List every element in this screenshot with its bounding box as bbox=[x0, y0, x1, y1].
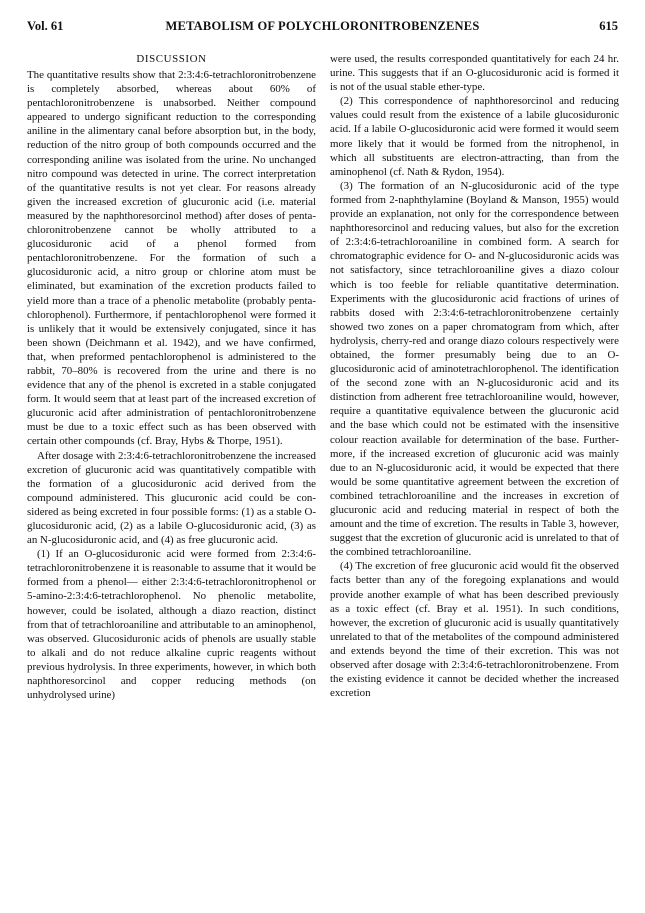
page-number: 615 bbox=[599, 19, 618, 33]
right-column bbox=[330, 52, 619, 700]
running-title: METABOLISM OF POLYCHLORONITROBENZENES bbox=[165, 19, 480, 33]
section-heading: DISCUSSION bbox=[136, 53, 207, 65]
paragraph: (2) This correspondence of naphthoresorcinol and reducing values could result from the existence of a labile glucosiduronic acid. If a labile O-glucosiduronic acid were formed it would seem more likely that it would be formed from the nitrophenol, in which all substituents are electron-attracting, than from the aminophenol (cf. Nath & Rydon, 1954). bbox=[330, 95, 619, 178]
volume-label: Vol. 61 bbox=[27, 19, 64, 33]
paragraph: (4) The excretion of free glucuronic acid would fit the observed facts better than any of the foregoing explanations and would provide another example of what has been described previously as a toxic effect (cf. Bray et al. 1951). In such conditions, however, the excretion of glucuronic acid is usually quantitatively unrelated to that of the metabolites of the compound administered and extends beyond the time of their excretion. This was not observed after dosage with 2:3:4:6-tetrachloronitrobenzene. From the existing evidence it cannot be decided whether the increased excretion bbox=[330, 560, 619, 700]
paragraph: The quantitative results show that 2:3:4:6-tetrachloronitrobenzene is completely absorbed, whereas about 60% of pentachloronitrobenzene is unabsorbed. Neither compound appeared to undergo significant reduction to the corresponding aniline in the alimentary canal before absorption but, in the body, reduction of the nitro group of both compounds occurred and the corresponding aniline was isolated from the urine. No unchanged nitro compound was detected in urine. The correct interpretation of the quantitative results is not yet clear. For reasons already given the increased excretion of glucuronic acid (i.e. material measured by the naphthoresorcinol method) after doses of pentachloronitrobenzene cannot be wholly attributed to a glucosiduronic acid of a phenol formed from pentachloronitrobenzene. For the formation of such a glucosiduronic acid, a nitro group or chlorine atom must be eliminated, but examination of the excretion products failed to yield more than a trace of a phenolic metabolite (probably pentachlorophenol). Furthermore, if pentachlorophenol were formed it is unlikely that it would be extensively conjugated, since it has been shown (Deichmann et al. 1942), and we have confirmed, that, when preformed pentachlorophenol is administered to the rabbit, 70–80% is recovered from the urine and there is no evidence that any of the phenol is excreted in a stable conjugated form. It would seem that at least part of the increased excretion of glucuronic acid after administration of pentachloronitrobenzene must be due to a toxic effect such as has been observed with certain other compounds (cf. Bray, Hybs & Thorpe, 1951). bbox=[27, 69, 316, 448]
left-column bbox=[27, 68, 316, 702]
paragraph: were used, the results corresponded quantitatively for each 24 hr. urine. This suggests that if an O-glucosiduronic acid is formed it is not of the usual stable ether-type. bbox=[330, 53, 619, 94]
paragraph: (1) If an O-glucosiduronic acid were formed from 2:3:4:6-tetrachloronitrobenzene it is reasonable to assume that it would be formed from a phenol— either 2:3:4:6-tetrachloronitrophenol or 5-amino-2:3:4:6-tetrachlorophenol. No phenolic metabolite, however, could be isolated, although a diazo reaction, distinct from that of tetrachloroaniline and attributable to an aminophenol, was observed. Glucosiduronic acids of phenols are usually stable to alkali and do not reduce alkaline cupric reagents without previous hydrolysis. In three experiments, however, in which both naphthoresorcinol and copper reducing methods (on unhydrolysed urine) bbox=[27, 548, 316, 702]
running-header bbox=[27, 19, 618, 35]
paragraph: After dosage with 2:3:4:6-tetrachloronitrobenzene the increased excretion of glucuronic acid was quantitatively compatible with the formation of a glucosiduronic acid derived from the compound administered. This glucuronic acid could be considered as being excreted in four possible forms: (1) as a stable O-glucosiduronic acid, (2) as a labile O-glucosiduronic acid, (3) as an N-glucosiduronic acid, and (4) as free glucuronic acid. bbox=[27, 449, 316, 547]
paragraph: (3) The formation of an N-glucosiduronic acid of the type formed from 2-naphthylamine (Boyland & Manson, 1955) would provide an explanation, not only for the correspondence between naphthoresorcinol and reducing values, but also for the excretion of 2:3:4:6-tetrachloroaniline in combined form. A search for chromatographic evidence for O- and N-glucosiduronic acids was not satisfactory, since tetrachloroaniline gives a diazo colour which is too feeble for reliable quantitative determination. Experiments with the glucosiduronic acid fractions of urines of rabbits dosed with 2:3:4:6-tetrachloronitrobenzene certainly showed two zones on a paper chromatogram from which, after hydrolysis, cherry-red and orange diazo colours respectively were obtained, the former presumably being due to an O-glucosiduronic acid of aminotetrachlorophenol. The identification of the second zone with an N-glucosiduronic acid and its distinction from adherent free tetrachloroaniline would, however, require a quantitative equivalence between the glucuronic acid and the base which could not be estimated with the insensitive colour reaction available for determination of the base. Furthermore, if the increased excretion of glucuronic acid was mainly due to an N-glucosiduronic acid, it would be expected that there would be some quantitative agreement between the excretion of combined tetrachloroaniline and the increases in excretion of glucuronic acid and reducing material in respect of both the amount and the time of excretion. The results in Table 3, however, suggest that the excretion of glucuronic acid is unrelated to that of the combined tetrachloroaniline. bbox=[330, 179, 619, 559]
